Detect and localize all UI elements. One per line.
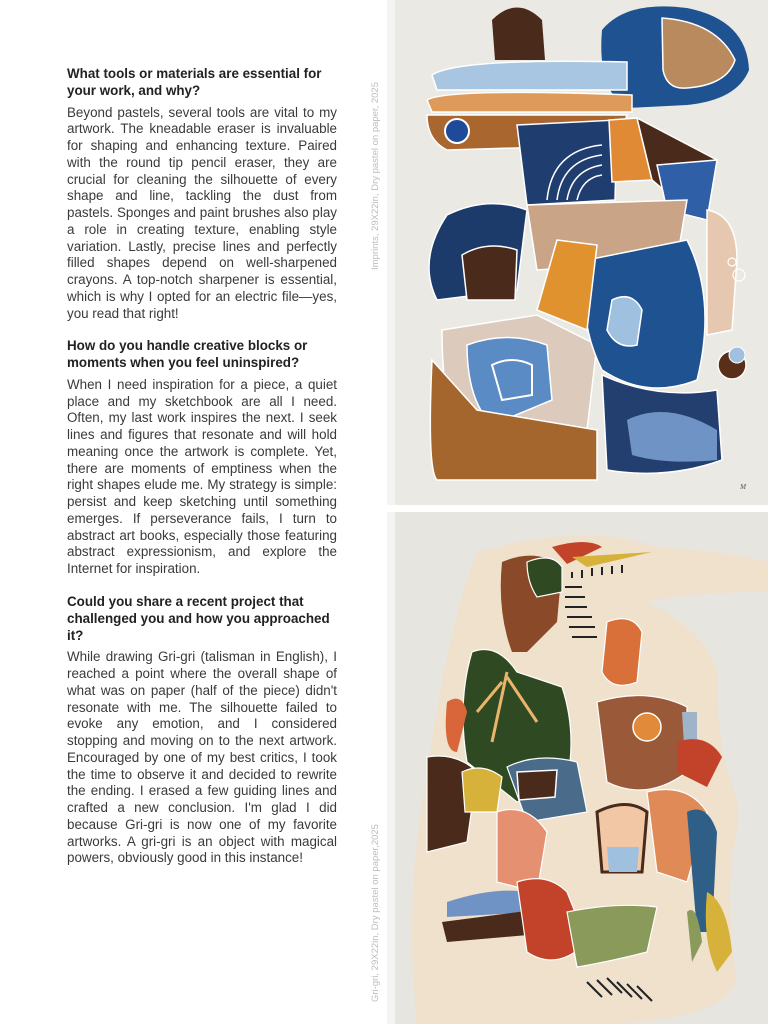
- interview-text: [67, 66, 337, 883]
- gri-gri-painting: [387, 512, 768, 1024]
- artwork-gri-gri: [387, 512, 768, 1024]
- question-creative-blocks: How do you handle creative blocks or moments when you feel uninspired?: [67, 338, 308, 371]
- question-tools: What tools or materials are essential for your work, and why?: [67, 66, 322, 98]
- answer-tools: Beyond pastels, several tools are vital to my artwork. The kneadable eraser is invaluable for shaping and enhancing texture. Paired with the round tip pencil eraser, they are crucial for cleaning the silhouette of every shape and line, tackling the dust from pastels. Sponges and paint brushes also play a role in creating texture, enabling style variation. Lastly, precise lines and perfectly filled shapes depend on well-sharpened crayons. A top-notch sharpener is essential, which is why I opted for an electric file—yes, you read that right!: [67, 104, 337, 321]
- imprints-painting: [387, 0, 768, 505]
- artist-signature: M: [740, 483, 746, 491]
- answer-creative-blocks: When I need inspiration for a piece, a quiet place and my sketchbook are all I need. Often, my last work inspires the next. I seek lines and figures that resonate and will hold meaning once the artwork is complete. Yet, there are moments of emptiness when the right shapes elude me. My strategy is simple: persist and keep sketching until something emerges. If perseverance fails, I turn to abstract art books, especially those featuring abstract expressionism, and explore the Internet for inspiration.: [67, 376, 337, 577]
- caption-gri-gri: Gri-gri, 29X22in, Dry pastel on paper,2025: [370, 824, 381, 1002]
- caption-imprints: Imprints, 29X22in, Dry pastel on paper, 2025: [370, 81, 381, 270]
- answer-recent-project: While drawing Gri-gri (talisman in English), I reached a point where the overall shape of what was on paper (half of the piece) didn't resonate with me. The silhouette failed to evoke any emotion, and I considered stopping and moving on to the next artwork. Encouraged by one of my best critics, I took the time to observe it and decided to rewrite the ending. I erased a few guiding lines and crafted a new conclusion. I'm glad I did because Gri-gri is now one of my favorite artworks. A gri-gri is an object with magical powers, obviously good in this instance!: [67, 649, 337, 866]
- question-recent-project: Could you share a recent project that challenged you and how you approached it?: [67, 593, 330, 643]
- artwork-imprints: [387, 0, 768, 505]
